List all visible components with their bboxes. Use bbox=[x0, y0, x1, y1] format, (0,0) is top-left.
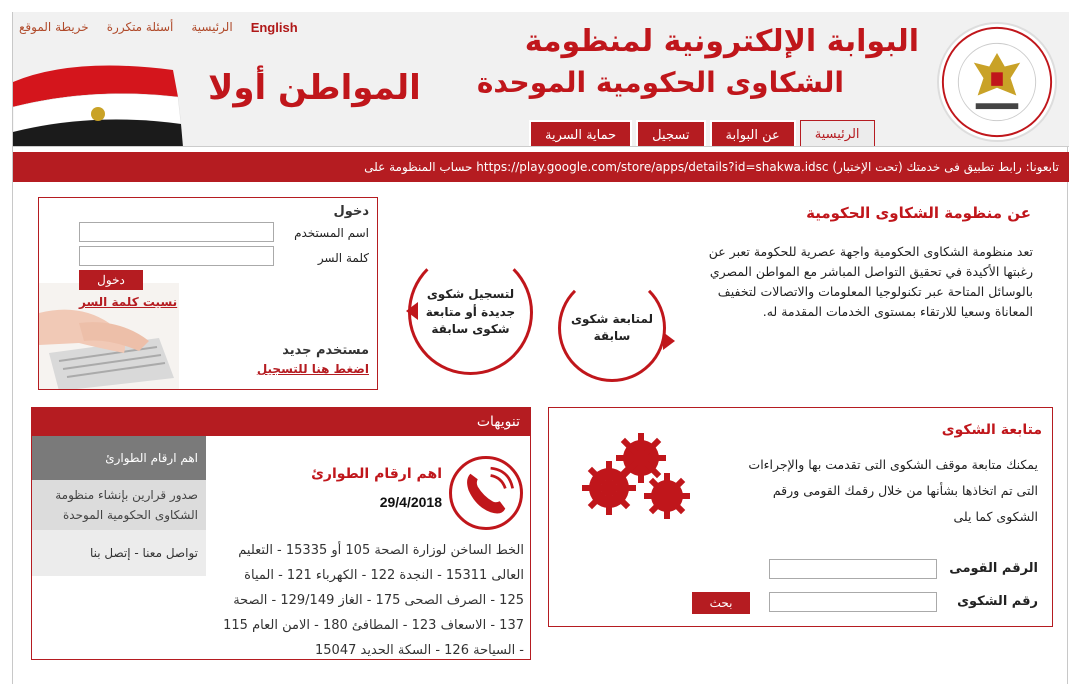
phone-icon bbox=[449, 456, 523, 530]
tagline: المواطن أولا bbox=[208, 68, 421, 108]
site-title-line2: الشكاوى الحكومية الموحدة bbox=[476, 66, 844, 99]
new-complaint-circle[interactable]: لتسجيل شكوى جديدة أو متابعة شكوى سابقة bbox=[408, 250, 533, 375]
track-text: يمكنك متابعة موقف الشكوى التى تقدمت بها والإجراءات التى تم اتخاذها بشأنها من خلال رقمك القومى ورقم الشكوى كما يلى bbox=[748, 457, 1038, 524]
news-ticker[interactable]: تابعونا: رابط تطبيق فى خدمتك (تحت الإختبار) https://play.google.com/store/apps/details?id=shakwa.idsc حساب المنظومة على bbox=[13, 152, 1069, 182]
egypt-flag-icon bbox=[13, 52, 183, 147]
announcement-item[interactable]: اهم ارقام الطوارئ bbox=[32, 436, 206, 480]
tab-privacy[interactable]: حماية السرية bbox=[529, 120, 632, 147]
gears-icon bbox=[579, 428, 694, 528]
about-title: عن منظومة الشكاوى الحكومية bbox=[806, 204, 1031, 222]
national-id-input[interactable] bbox=[769, 559, 937, 579]
tab-register[interactable]: تسجيل bbox=[636, 120, 705, 147]
password-input[interactable] bbox=[79, 246, 274, 266]
register-link[interactable]: اضغط هنا للتسجيل bbox=[256, 362, 369, 376]
announcement-item[interactable]: تواصل معنا - إتصل بنا bbox=[32, 530, 206, 576]
username-label: اسم المستخدم bbox=[294, 226, 369, 240]
complaint-number-input[interactable] bbox=[769, 592, 937, 612]
announcement-title[interactable]: اهم ارقام الطوارئ bbox=[311, 466, 442, 482]
site-header bbox=[13, 12, 1069, 147]
track-complaint-panel bbox=[548, 407, 1053, 627]
announcement-body: الخط الساخن لوزارة الصحة 105 أو 15335 - التعليم العالى 15311 - النجدة 122 - الكهرباء 121 - المياة 125 - الصرف الصحى 175 - الغاز 129/149 - الصحة 137 - الاسعاف 123 - المطافئ 180 - الامن العام 115 - السياحة 126 - السكة الحديد 15047 bbox=[223, 543, 524, 658]
new-user-title: مستخدم جديد bbox=[282, 343, 369, 358]
page-frame bbox=[12, 12, 1068, 684]
complaint-number-label: رقم الشكوى bbox=[957, 594, 1038, 609]
announcements-panel bbox=[31, 407, 531, 660]
home-link[interactable]: الرئيسية bbox=[191, 20, 233, 34]
faq-link[interactable]: أسئلة متكررة bbox=[106, 20, 174, 34]
national-id-label: الرقم القومى bbox=[949, 561, 1038, 576]
announcements-header: تنويهات bbox=[32, 408, 530, 436]
site-title-line1: البوابة الإلكترونية لمنظومة bbox=[524, 24, 919, 59]
cabinet-eagle-seal-icon bbox=[937, 22, 1057, 142]
tab-home[interactable]: الرئيسية bbox=[800, 120, 875, 147]
follow-complaint-circle[interactable]: لمتابعة شكوى سابقة bbox=[558, 274, 666, 382]
about-text: تعد منظومة الشكاوى الحكومية واجهة عصرية للحكومة تعبر عن رغبتها الأكيدة في تحقيق التواصل المباشر مع المواطن المصري بالوسائل المتاحة عبر تكنولوجيا المعلومات والاتصالات لتخفيف المعاناة وسعيا للارتقاء بمستوى الخدمات المقدمة له. bbox=[708, 244, 1033, 319]
password-label: كلمة السر bbox=[317, 251, 369, 265]
arrow-right-icon bbox=[663, 332, 675, 350]
announcement-date: 29/4/2018 bbox=[379, 494, 442, 510]
english-link[interactable]: English bbox=[250, 20, 298, 35]
forgot-password-link[interactable]: نسيت كلمة السر bbox=[79, 295, 178, 309]
username-input[interactable] bbox=[79, 222, 274, 242]
track-title: متابعة الشكوى bbox=[941, 422, 1042, 438]
announcement-item[interactable]: صدور قرارين بإنشاء منظومة الشكاوى الحكومية الموحدة bbox=[32, 480, 206, 530]
main-nav bbox=[529, 120, 875, 147]
login-panel bbox=[38, 197, 378, 390]
search-button[interactable]: بحث bbox=[692, 592, 750, 614]
top-links bbox=[19, 20, 298, 35]
announcements-list bbox=[32, 436, 206, 576]
login-title: دخول bbox=[333, 204, 369, 219]
login-button[interactable]: دخول bbox=[79, 270, 143, 290]
arrow-left-icon bbox=[406, 302, 418, 320]
sitemap-link[interactable]: خريطة الموقع bbox=[19, 20, 89, 34]
tab-about[interactable]: عن البوابة bbox=[710, 120, 796, 147]
